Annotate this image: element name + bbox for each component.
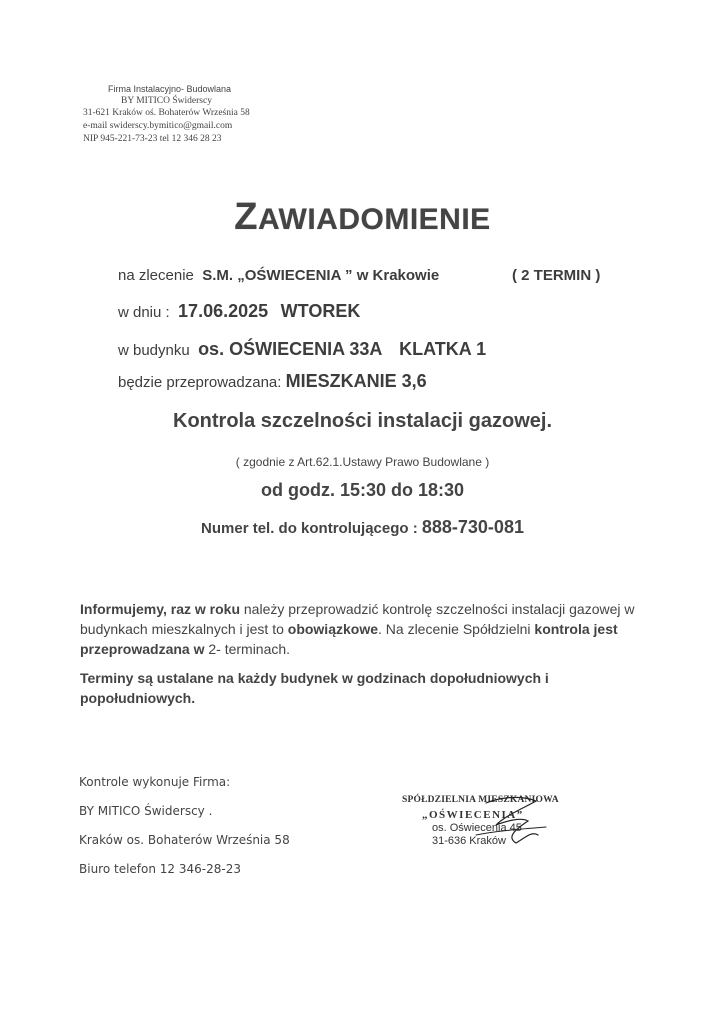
title-rest: AWIADOMIENIE <box>258 203 491 236</box>
term-badge: ( 2 TERMIN ) <box>512 267 601 284</box>
stamp-line-4: 31-636 Kraków <box>432 835 506 847</box>
building-klatka: KLATKA 1 <box>399 339 487 359</box>
cooperative-stamp <box>396 791 571 851</box>
apartments-prefix: będzie przeprowadzana: <box>118 374 282 391</box>
legal-basis: ( zgodnie z Art.62.1.Ustawy Prawo Budowlane ) <box>235 455 490 469</box>
footer-line-3: Kraków os. Bohaterów Września 58 <box>79 833 290 847</box>
title-first-letter: Z <box>234 196 259 238</box>
phone-label: Numer tel. do kontrolującego : <box>201 520 418 537</box>
date-prefix: w dniu : <box>118 304 170 321</box>
date-day: WTOREK <box>280 301 361 321</box>
info-text-1: należy przeprowadzić kontrolę szczelności instalacji gazowej w budynkach mieszkalnych i jest to <box>80 601 635 637</box>
apartments-value: MIESZKANIE 3,6 <box>285 371 427 391</box>
building-prefix: w budynku <box>118 342 190 359</box>
apartments-line <box>118 371 427 392</box>
page-title <box>0 196 725 239</box>
inspection-heading: Kontrola szczelności instalacji gazowej. <box>173 410 552 432</box>
inspection-hours: od godz. 15:30 do 18:30 <box>260 480 465 500</box>
info-bold-1: Informujemy, raz w roku <box>80 601 240 617</box>
phone-line <box>0 517 725 538</box>
stamp-line-2: „OŚWIECENIA” <box>422 809 524 821</box>
signature-icon <box>466 791 566 851</box>
schedule-paragraph: Terminy są ustalane na każdy budynek w godzinach dopołudniowych i popołudniowych. <box>80 670 549 706</box>
company-name-line: Firma Instalacyjno- Budowlana <box>108 84 232 94</box>
stamp-line-1: SPÓŁDZIELNIA MIESZKANIOWA <box>402 795 559 805</box>
order-prefix: na zlecenie <box>118 267 194 284</box>
company-email-line: e-mail swiderscy.bymitico@gmail.com <box>83 121 233 131</box>
date-value: 17.06.2025 <box>178 301 269 321</box>
company-brand-line: BY MITICO Świderscy <box>121 96 212 106</box>
info-paragraph <box>80 599 640 659</box>
phone-value: 888-730-081 <box>421 517 524 537</box>
date-line <box>118 301 360 322</box>
footer-line-1: Kontrole wykonuje Firma: <box>79 775 231 789</box>
order-org: S.M. „OŚWIECENIA ” w Krakowie <box>202 267 440 284</box>
info-bold-3: kontrola jest przeprowadzana w <box>80 621 618 657</box>
order-line <box>118 267 439 284</box>
footer-line-4: Biuro telefon 12 346-28-23 <box>79 862 241 876</box>
info-text-3: 2- terminach. <box>204 641 291 657</box>
info-text-2: . Na zlecenie Spółdzielni <box>378 621 535 637</box>
footer-line-2: BY MITICO Świderscy . <box>79 804 213 818</box>
company-address-line: 31-621 Kraków oś. Bohaterów Września 58 <box>83 108 250 118</box>
info-bold-2: obowiązkowe <box>287 621 378 637</box>
stamp-line-3: os. Oświecenia 45 <box>432 822 522 834</box>
building-line <box>118 339 486 360</box>
company-nip-line: NIP 945-221-73-23 tel 12 346 28 23 <box>83 134 222 144</box>
building-address: os. OŚWIECENIA 33A <box>198 339 383 359</box>
